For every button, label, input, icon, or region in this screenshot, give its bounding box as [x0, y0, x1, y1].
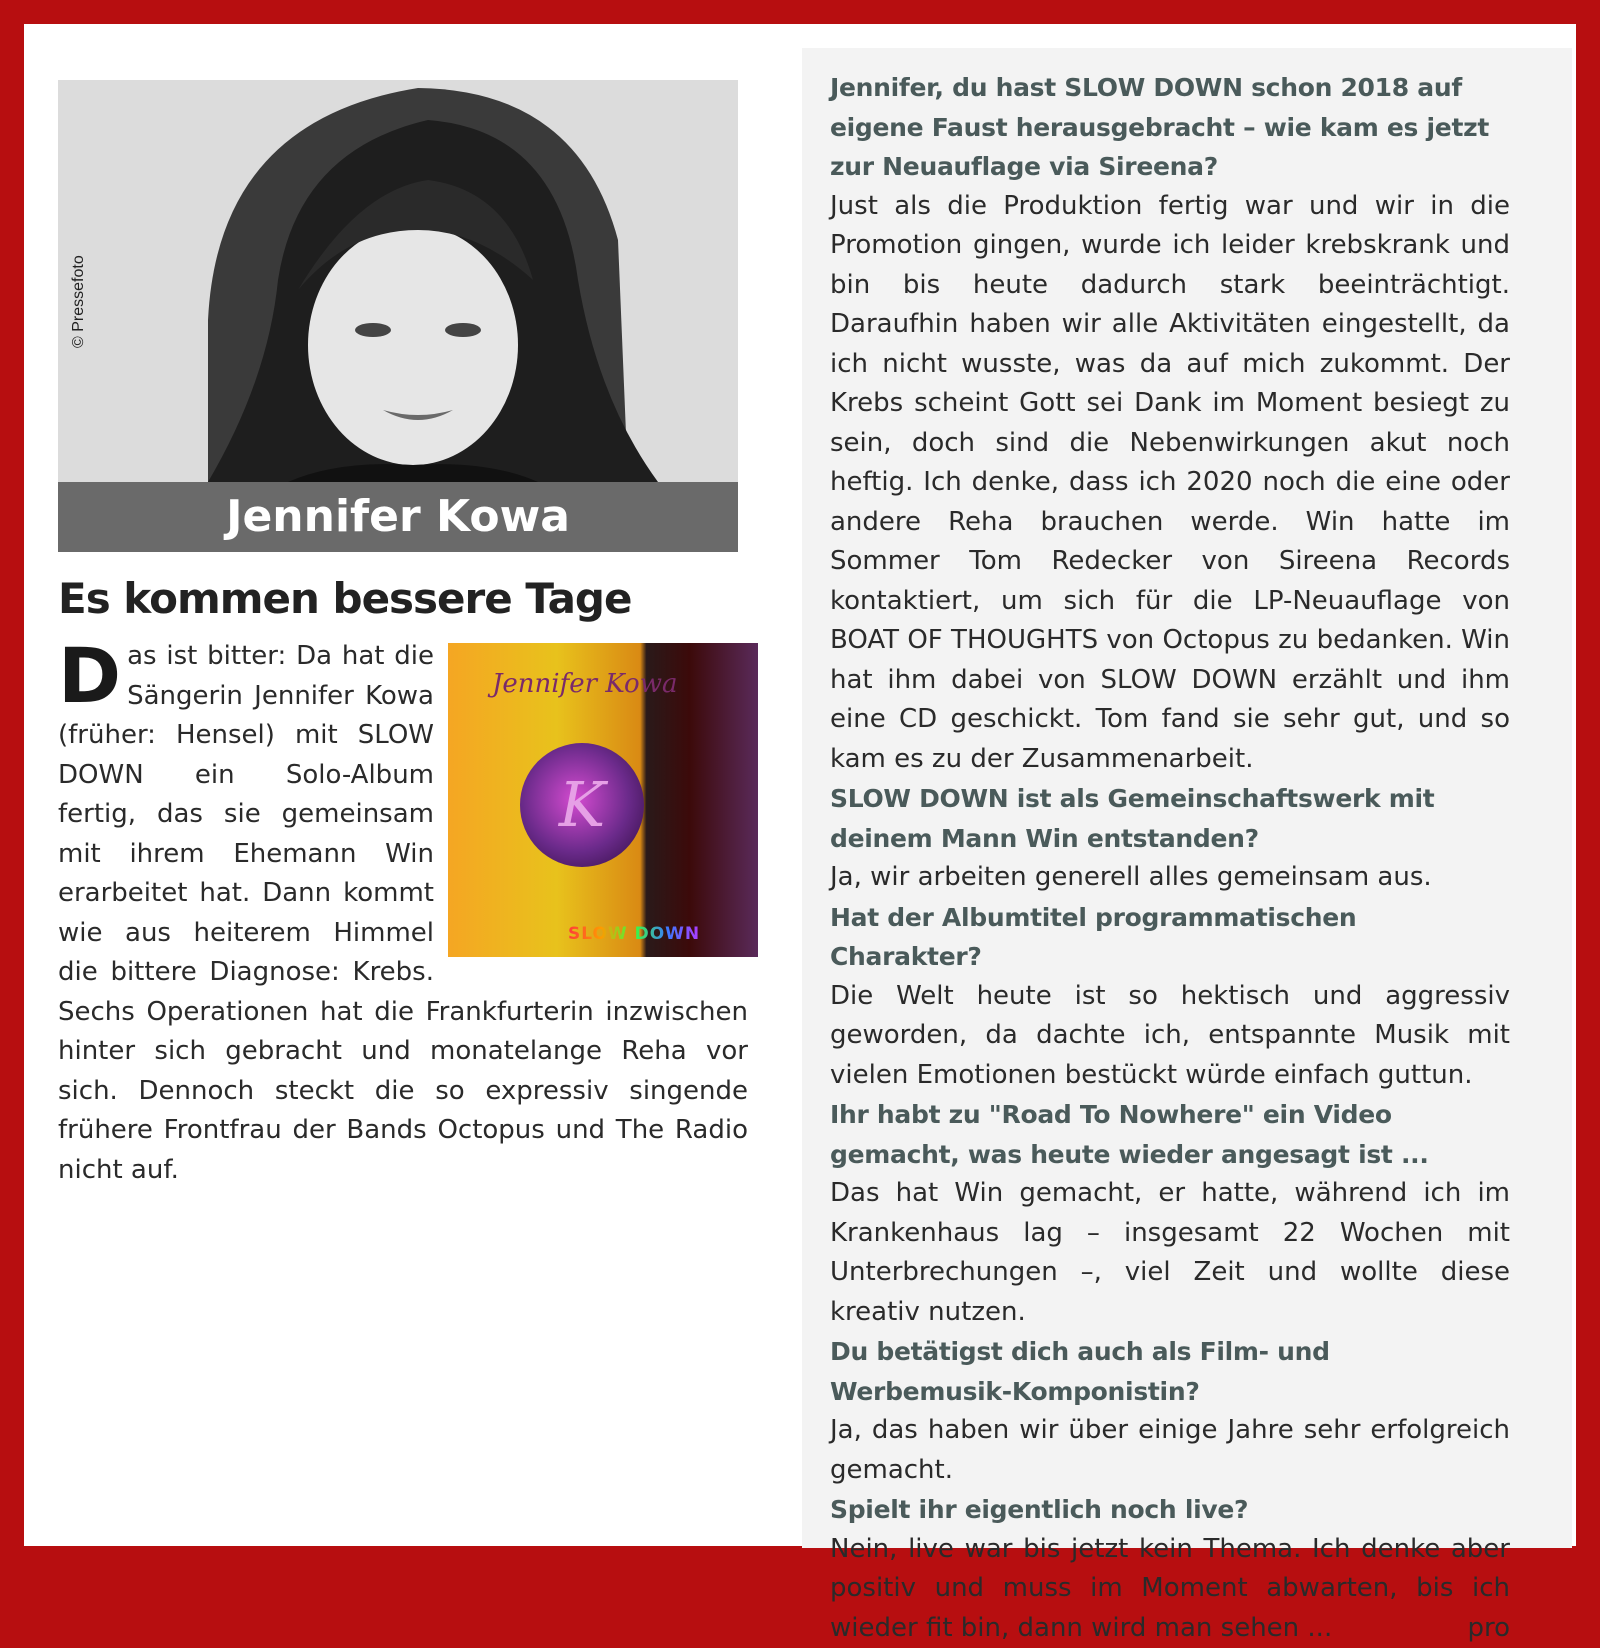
lead-text: as ist bitter: Da hat die Sängerin Jennifer Kowa (früher: Hensel) mit SLOW DOWN ein Solo-Album fertig, das sie gemeinsam mit ihrem Ehemann Win erarbeitet hat. Dann kommt wie aus heiterem Himmel die bittere Diagnose: Krebs. Sechs Operationen hat die Frankfurterin inzwischen hinter sich gebracht und monatelange Reha vor sich. Dennoch steckt die so expressiv singende frühere Frontfrau der Bands Octopus und The Radio nicht auf. [58, 641, 748, 1185]
author-signature: pro [1467, 1609, 1510, 1648]
question-4: Ihr habt zu "Road To Nowhere" ein Video gemacht, was heute wieder angesagt ist ... [830, 1095, 1510, 1174]
cover-monogram: K [520, 743, 644, 867]
article-headline: Es kommen bessere Tage [58, 574, 748, 623]
cover-artist: Jennifer Kowa [492, 665, 677, 705]
portrait-photo [58, 80, 738, 482]
answer-1: Just als die Produktion fertig war und wir in die Promotion gingen, wurde ich leider krebskrank und bin bis heute dadurch stark beeinträchtigt. Daraufhin haben wir alle Aktivitäten eingestellt, da ich nicht wusste, was da auf mich zukommt. Der Krebs scheint Gott sei Dank im Moment besiegt zu sein, doch sind die Nebenwirkungen akut noch heftig. Ich denke, dass ich 2020 noch die eine oder andere Reha brauchen werde. Win hatte im Sommer Tom Redecker von Sireena Records kontaktiert, um sich für die LP-Neuauflage von BOAT OF THOUGHTS von Octopus zu bedanken. Win hat ihm dabei von SLOW DOWN erzählt und ihm eine CD geschickt. Tom fand sie sehr gut, und so kam es zu der Zusammenarbeit. [830, 187, 1510, 780]
cover-title: SLOW DOWN [568, 915, 700, 955]
album-cover [448, 643, 758, 957]
magazine-page [24, 24, 1576, 1546]
question-5: Du betätigst dich auch als Film- und Werbemusik-Komponistin? [830, 1332, 1510, 1411]
answer-4: Das hat Win gemacht, er hatte, während ich im Krankenhaus lag – insgesamt 22 Wochen mit Unterbrechungen –, viel Zeit und wollte diese kreativ nutzen. [830, 1174, 1510, 1332]
cover-orb [520, 743, 644, 867]
photo-credit: © Pressefoto [70, 255, 88, 348]
drop-cap: D [58, 641, 121, 711]
answer-5: Ja, das haben wir über einige Jahre sehr erfolgreich gemacht. [830, 1411, 1510, 1490]
answer-2: Ja, wir arbeiten generell alles gemeinsam aus. [830, 858, 1510, 898]
interview-column [802, 48, 1572, 1548]
portrait-image [58, 80, 738, 482]
left-column [58, 80, 748, 1190]
question-2: SLOW DOWN ist als Gemeinschaftswerk mit deinem Mann Win entstanden? [830, 779, 1510, 858]
answer-3: Die Welt heute ist so hektisch und aggressiv geworden, da dachte ich, entspannte Musik mit vielen Emotionen bestückt würde einfach guttun. [830, 977, 1510, 1096]
question-6: Spielt ihr eigentlich noch live? [830, 1490, 1510, 1530]
lead-paragraph [58, 637, 748, 1190]
photo-caption-bar: Jennifer Kowa [58, 482, 738, 552]
question-3: Hat der Albumtitel programmatischen Charakter? [830, 898, 1510, 977]
answer-6-text: Nein, live war bis jetzt kein Thema. Ich denke aber positiv und muss im Moment abwarten, bis ich wieder fit bin, dann wird man sehen ... [830, 1534, 1510, 1643]
question-1: Jennifer, du hast SLOW DOWN schon 2018 auf eigene Faust herausgebracht – wie kam es jetzt zur Neuauflage via Sireena? [830, 68, 1510, 187]
answer-6 [830, 1530, 1510, 1648]
